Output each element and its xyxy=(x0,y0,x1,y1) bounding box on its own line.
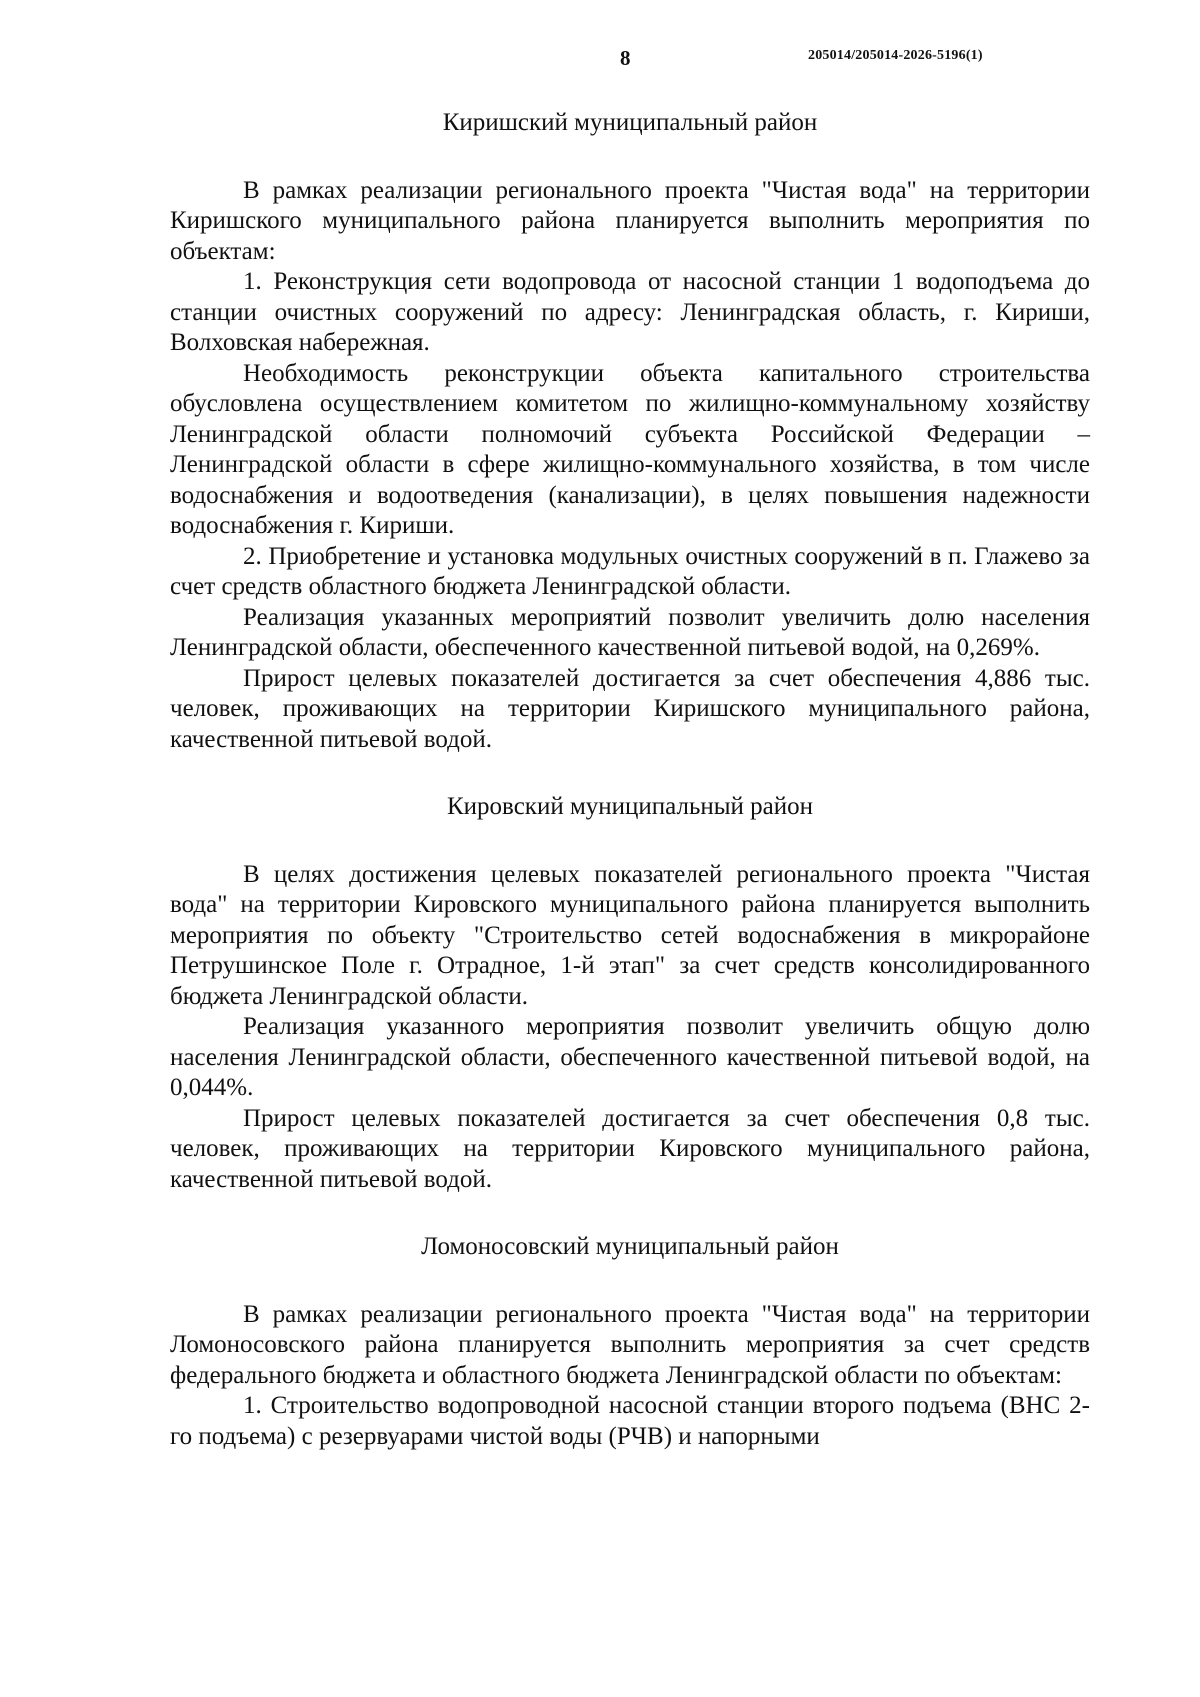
section-title: Ломоносовский муниципальный район xyxy=(421,1233,839,1260)
section-kirishi xyxy=(170,108,1090,755)
paragraph: Прирост целевых показателей достигается за счет обеспечения 4,886 тыс. человек, проживающих на территории Киришского муниципального района, качественной питьевой водой. xyxy=(170,664,1090,753)
paragraph: Реализация указанных мероприятий позволит увеличить долю населения Ленинградской области, обеспеченного качественной питьевой водой, на 0,269%. xyxy=(170,603,1090,661)
paragraph: Необходимость реконструкции объекта капитального строительства обусловлена осуществлением комитетом по жилищно-коммунальному хозяйству Ленинградской области полномочий субъекта Российской Федерации – Ленинградской области в сфере жилищно-коммунального хозяйства, в том числе водоснабжения и водоотведения (канализации), в целях повышения надежности водоснабжения г. Кириши. xyxy=(170,359,1090,539)
page-number: 8 xyxy=(620,46,631,70)
paragraph: 2. Приобретение и установка модульных очистных сооружений в п. Глажево за счет средств областного бюджета Ленинградской области. xyxy=(170,542,1090,600)
paragraph: В целях достижения целевых показателей регионального проекта "Чистая вода" на территории Кировского муниципального района планируется выполнить мероприятия по объекту "Строительство сетей водоснабжения в микрорайоне Петрушинское Поле г. Отрадное, 1-й этап" за счет средств консолидированного бюджета Ленинградской области. xyxy=(170,860,1090,1010)
section-lomonosov xyxy=(170,1232,1090,1452)
document-body xyxy=(170,108,1090,1452)
paragraph: Реализация указанного мероприятия позволит увеличить общую долю населения Ленинградской области, обеспеченного качественной питьевой водой, на 0,044%. xyxy=(170,1013,1090,1101)
paragraph: В рамках реализации регионального проекта "Чистая вода" на территории Ломоносовского района планируется выполнить мероприятия за счет средств федерального бюджета и областного бюджета Ленинградской области по объектам: xyxy=(170,1300,1090,1389)
section-title: Кировский муниципальный район xyxy=(446,793,814,820)
section-title: Киришский муниципальный район xyxy=(442,109,818,136)
paragraph: 1. Строительство водопроводной насосной станции второго подъема (ВНС 2-го подъема) с резервуарами чистой воды (РЧВ) и напорными xyxy=(170,1392,1090,1450)
document-id: 205014/205014-2026-5196(1) xyxy=(808,48,983,63)
paragraph: Прирост целевых показателей достигается за счет обеспечения 0,8 тыс. человек, проживающих на территории Кировского муниципального района, качественной питьевой водой. xyxy=(170,1104,1090,1193)
paragraph: В рамках реализации регионального проекта "Чистая вода" на территории Киришского муниципального района планируется выполнить мероприятия по объектам: xyxy=(170,176,1090,265)
paragraph: 1. Реконструкция сети водопровода от насосной станции 1 водоподъема до станции очистных сооружений по адресу: Ленинградская область, г. Кириши, Волховская набережная. xyxy=(170,268,1090,356)
section-kirovsk xyxy=(170,792,1090,1195)
